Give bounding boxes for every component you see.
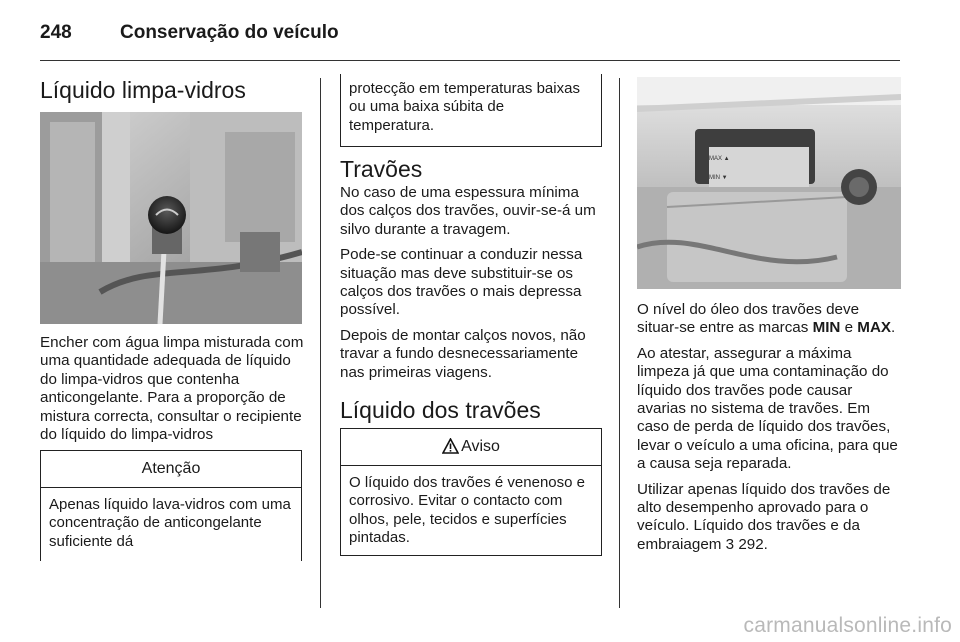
page-number: 248 [40,22,72,43]
brake-fluid-heading: Líquido dos travões [340,397,541,423]
caution-box [40,450,302,561]
caution-box-title: Atenção [41,451,301,488]
max-label: MAX [857,319,892,337]
brake-fluid-paragraph-3: Utilizar apenas líquido dos travões de alto desempenho aprovado para o veículo. Líquido dos travões e da embraiagem 3 292. [637,480,891,553]
brakes-text [340,184,605,389]
brake-reservoir-image [637,77,901,289]
brakes-paragraph-2: Pode-se continuar a conduzir nessa situação mas deve substituir-se os calços dos travões o mais depressa possível. [340,246,583,319]
brake-fluid-reservoir-photo [637,77,901,289]
page-reference-link[interactable]: 292. [734,535,768,553]
caution-box-text: Apenas líquido lava-vidros com uma concentração de anticongelante suficiente dá [49,496,291,550]
warning-box-title: Aviso [461,438,500,455]
brakes-paragraph-3: Depois de montar calços novos, não travar a fundo desnecessariamente nas primeiras viagens. [340,326,586,381]
page-title: Conservação do veículo [120,22,339,43]
column-divider-2 [619,78,620,608]
brakes-paragraph-1: No caso de uma espessura mínima dos calços dos travões, ouvir-se-á um silvo durante a travagem. [340,184,596,238]
warning-box [340,428,602,556]
brake-fluid-text [637,301,905,561]
caution-box-continued [340,74,602,147]
watermark: carmanualsonline.info [743,614,952,637]
brake-fluid-paragraph-1: O nível do óleo dos travões deve situar-se entre as marcas MIN e MAX. [637,301,896,337]
min-label: MIN [812,319,841,337]
column-divider-1 [320,78,321,608]
washer-fluid-heading: Líquido limpa-vidros [40,77,246,103]
warning-box-header [341,429,601,466]
washer-fluid-paragraph: Encher com água limpa misturada com uma quantidade adequada de líquido do limpa-vidros que contenha anticongelante. Para a proporção de mistura correcta, consultar o recipiente do líquido do limpa-vidros [40,334,304,444]
washer-reservoir-photo [40,112,302,324]
page-reference-arrow-icon: 3 [725,535,735,553]
brakes-heading: Travões [340,156,423,182]
warning-triangle-icon [442,438,459,454]
brake-fluid-paragraph-2: Ao atestar, assegurar a máxima limpeza já que uma contaminação do líquido dos travões pode causar avarias no sistema de travões. Em caso de perda de líquido dos travões, levar o veículo a uma oficina, para que a causa seja reparada. [637,344,898,473]
min-marking: MIN ▼ [709,175,728,181]
washer-reservoir-image [40,112,302,324]
warning-box-text: O líquido dos travões é venenoso e corrosivo. Evitar o contacto com olhos, pele, tecidos e superfícies pintadas. [349,474,585,547]
caution-box-continued-text: protecção em temperaturas baixas ou uma baixa súbita de temperatura. [349,80,580,134]
page-header [40,20,900,61]
max-marking: MAX ▲ [709,156,730,162]
